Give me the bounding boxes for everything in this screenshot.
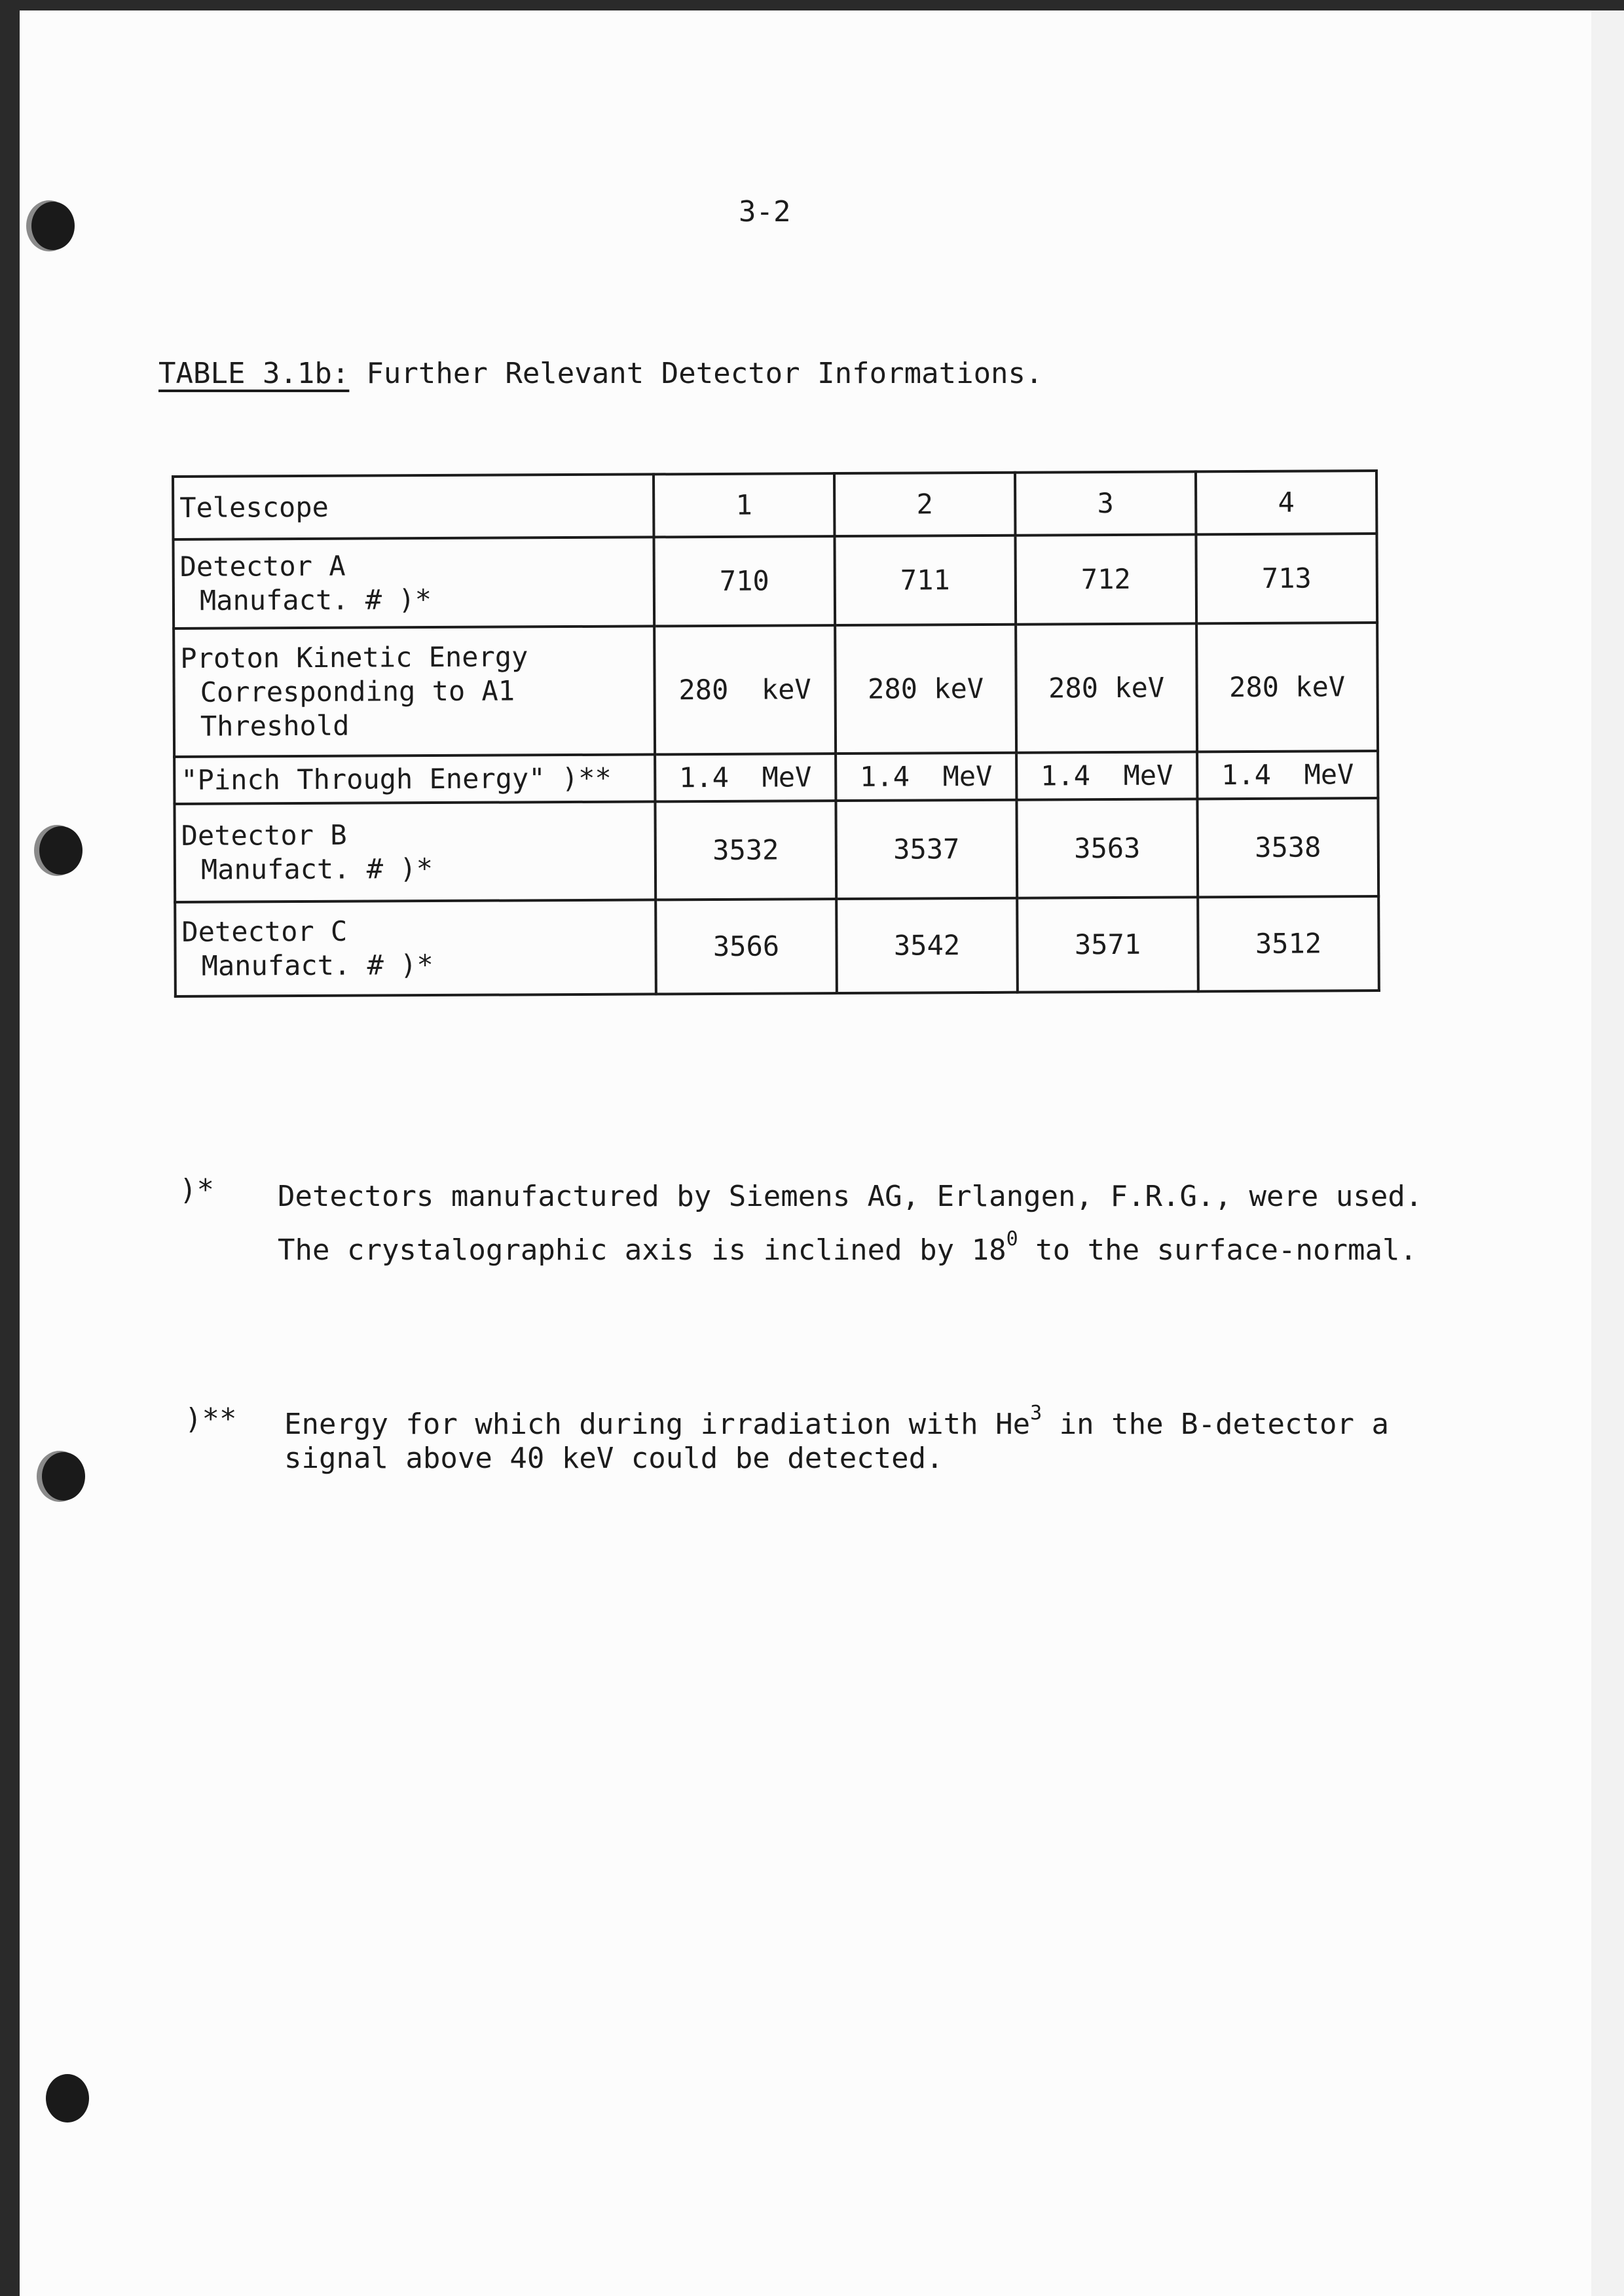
footnote-marker-2: )** [185, 1402, 237, 1436]
row-label-line: Corresponding to A1 [200, 674, 515, 708]
table-caption [158, 357, 1043, 390]
row-label-line: Detector B [181, 818, 347, 852]
footnote-2 [284, 1402, 1389, 1476]
table-cell: 1.4 MeV [1016, 752, 1197, 799]
row-label-line: Detector A [179, 549, 346, 583]
table-cell: 1.4 MeV [655, 754, 836, 801]
footnote-2-line-1-text: Energy for which during irradiation with He [284, 1408, 1031, 1441]
row-label-line: "Pinch Through Energy" )** [181, 761, 612, 796]
row-label [174, 626, 655, 757]
table-cell: 3538 [1197, 798, 1378, 897]
paper-sheet [20, 10, 1591, 2296]
detector-table [172, 469, 1380, 998]
row-label-line: Proton Kinetic Energy [180, 640, 528, 674]
footnote-2-line-2: signal above 40 keV could be detected. [284, 1442, 944, 1475]
table-cell: 713 [1196, 534, 1377, 623]
table-cell: 3532 [655, 801, 836, 900]
header-col-2: 2 [834, 473, 1015, 536]
table-row [175, 896, 1379, 996]
table-cell: 280 keV [1196, 623, 1378, 752]
table-cell: 712 [1015, 534, 1196, 624]
header-col-4: 4 [1196, 471, 1376, 534]
table-row [174, 798, 1378, 902]
table-cell: 1.4 MeV [1197, 751, 1378, 799]
table-cell: 280 keV [1016, 623, 1197, 752]
table-cell: 711 [834, 536, 1016, 625]
table-caption-label: TABLE 3.1b: [158, 357, 350, 390]
footnote-1-line-2-text: The crystalographic axis is inclined by 18 [278, 1233, 1006, 1267]
degree-superscript: 0 [1006, 1228, 1018, 1250]
table-row [174, 751, 1378, 804]
table-cell: 3537 [836, 800, 1017, 899]
punch-hole-4 [46, 2074, 89, 2123]
punch-hole-2 [39, 826, 83, 875]
table-row [173, 534, 1377, 629]
table-row [174, 623, 1378, 757]
page-number: 3-2 [739, 195, 791, 228]
table-cell: 1.4 MeV [836, 753, 1016, 801]
row-label-line: Manufact. # )* [199, 583, 432, 617]
row-label-line: Detector C [181, 915, 348, 948]
row-label [174, 801, 655, 902]
header-col-1: 1 [654, 473, 834, 537]
table-cell: 3571 [1017, 897, 1198, 992]
table-cell: 710 [654, 536, 835, 626]
header-label: Telescope [173, 474, 654, 539]
header-col-3: 3 [1015, 471, 1196, 535]
table-cell: 3566 [655, 899, 837, 994]
footnote-marker-1: )* [179, 1173, 214, 1207]
isotope-superscript: 3 [1030, 1402, 1043, 1425]
footnote-2-line-1-end: in the B-detector a [1042, 1408, 1389, 1441]
row-label [173, 537, 654, 629]
footnote-1-line-2 [278, 1228, 1422, 1267]
table-cell: 3563 [1016, 799, 1198, 898]
row-label [175, 900, 656, 996]
footnote-1 [278, 1180, 1422, 1267]
footnote-2-line-1 [284, 1402, 1389, 1442]
footnote-1-line-1: Detectors manufactured by Siemens AG, Erlangen, F.R.G., were used. [278, 1180, 1423, 1213]
table-cell: 3542 [836, 898, 1018, 993]
table-cell: 3512 [1198, 896, 1379, 991]
table-header-row [173, 471, 1376, 539]
table-cell: 280 keV [654, 625, 836, 754]
punch-hole-1 [31, 202, 75, 250]
row-label [174, 754, 655, 804]
row-label-line: Threshold [200, 709, 350, 742]
table-cell: 280 keV [835, 625, 1016, 754]
table-caption-title: Further Relevant Detector Informations. [366, 357, 1043, 390]
row-label-line: Manufact. # )* [200, 852, 434, 886]
row-label-line: Manufact. # )* [201, 949, 434, 982]
footnote-1-line-2-end: to the surface-normal. [1018, 1233, 1417, 1267]
paper-edge [1591, 10, 1624, 2296]
punch-hole-3 [42, 1452, 85, 1501]
